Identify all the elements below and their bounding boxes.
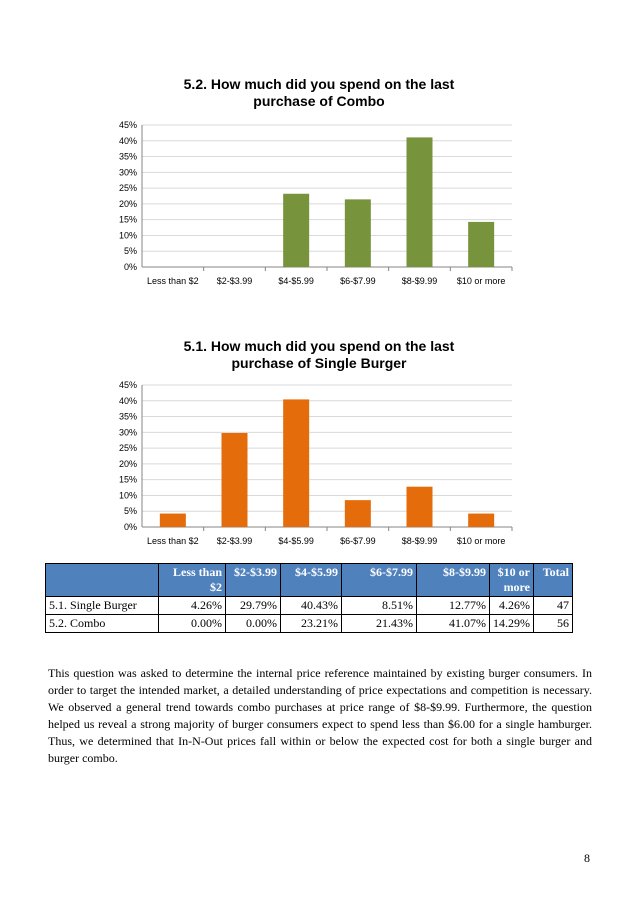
y-tick-label: 5%: [123, 506, 137, 517]
table-cell: 29.79%: [226, 597, 281, 615]
x-tick-label: $2-$3.99: [216, 536, 253, 546]
table-cell: 4.26%: [159, 597, 226, 615]
y-tick-label: 45%: [118, 120, 137, 130]
bar: [468, 514, 494, 527]
chart-title-line1: 5.1. How much did you spend on the last: [183, 338, 455, 354]
table-header-row: [46, 564, 573, 597]
x-tick-label: $4-$5.99: [278, 276, 314, 286]
chart-title-line2: purchase of Single Burger: [231, 355, 407, 371]
table-cell: 41.07%: [417, 615, 490, 633]
table-cell: 56: [534, 615, 573, 633]
chart-title-line2: purchase of Combo: [253, 93, 385, 109]
chart-title-single-burger: [0, 338, 638, 372]
bar: [407, 137, 433, 267]
table-header-cell: $10 or more: [490, 564, 534, 597]
chart-title-line1: 5.2. How much did you spend on the last: [183, 76, 455, 92]
x-tick-label: $8-$9.99: [401, 276, 438, 286]
x-tick-label: Less than $2: [147, 276, 199, 286]
y-tick-label: 35%: [118, 151, 137, 162]
table-cell: 21.43%: [342, 615, 417, 633]
y-tick-label: 30%: [118, 167, 137, 178]
combo-bar-chart: [0, 120, 638, 290]
single-burger-bar-chart: [0, 380, 638, 550]
table-cell: 8.51%: [342, 597, 417, 615]
x-tick-label: $10 or more: [456, 276, 506, 286]
y-tick-label: 45%: [118, 380, 137, 390]
table-cell: 0.00%: [159, 615, 226, 633]
bar: [468, 222, 494, 267]
y-tick-label: 25%: [118, 443, 137, 454]
table-cell: 5.1. Single Burger: [46, 597, 159, 615]
spend-summary-table: [45, 563, 573, 633]
bar: [407, 487, 433, 527]
bar: [160, 514, 186, 527]
x-tick-label: $4-$5.99: [278, 536, 314, 546]
bar: [345, 199, 371, 267]
y-tick-label: 15%: [118, 474, 137, 485]
y-tick-label: 0%: [123, 262, 137, 272]
y-tick-label: 5%: [123, 246, 137, 257]
x-tick-label: $6-$7.99: [340, 276, 376, 286]
y-tick-label: 10%: [118, 490, 137, 501]
table-cell: 4.26%: [490, 597, 534, 615]
table-header-cell: [46, 564, 159, 597]
table-cell: 47: [534, 597, 573, 615]
y-tick-label: 40%: [118, 395, 137, 406]
table-row: [46, 597, 573, 615]
bar: [283, 399, 309, 527]
table-cell: 23.21%: [281, 615, 342, 633]
x-tick-label: $10 or more: [456, 536, 506, 546]
table-cell: 40.43%: [281, 597, 342, 615]
y-tick-label: 35%: [118, 411, 137, 422]
table-header-cell: Less than $2: [159, 564, 226, 597]
table-row: [46, 615, 573, 633]
y-tick-label: 25%: [118, 183, 137, 194]
table-cell: 14.29%: [490, 615, 534, 633]
table-header-cell: Total: [534, 564, 573, 597]
page-number: 8: [584, 851, 590, 865]
table-header-cell: $8-$9.99: [417, 564, 490, 597]
body-paragraph: This question was asked to determine the internal price reference maintained by existing burger consumers. In order to target the intended market, a detailed understanding of price expectations and competition is necessary. We observed a general trend towards combo purchases at price range of $8-$9.99. Furthermore, the question helped us reveal a strong majority of burger consumers expect to spend less than $6.00 for a single hamburger. Thus, we determined that In-N-Out prices fall within or below the expected cost for both a single burger and burger combo.: [48, 666, 592, 765]
table-cell: 5.2. Combo: [46, 615, 159, 633]
table-cell: 0.00%: [226, 615, 281, 633]
y-tick-label: 15%: [118, 214, 137, 225]
table-header-cell: $6-$7.99: [342, 564, 417, 597]
y-tick-label: 30%: [118, 427, 137, 438]
chart-title-combo: [0, 76, 638, 110]
y-tick-label: 10%: [118, 230, 137, 241]
y-tick-label: 20%: [118, 198, 137, 209]
table-header-cell: $4-$5.99: [281, 564, 342, 597]
bar: [222, 433, 248, 527]
x-tick-label: $8-$9.99: [401, 536, 438, 546]
y-tick-label: 0%: [123, 522, 137, 532]
y-tick-label: 40%: [118, 135, 137, 146]
x-tick-label: $2-$3.99: [216, 276, 253, 286]
bar: [283, 194, 309, 267]
y-tick-label: 20%: [118, 458, 137, 469]
table-cell: 12.77%: [417, 597, 490, 615]
x-tick-label: Less than $2: [147, 536, 199, 546]
bar: [345, 500, 371, 527]
x-tick-label: $6-$7.99: [340, 536, 376, 546]
table-header-cell: $2-$3.99: [226, 564, 281, 597]
